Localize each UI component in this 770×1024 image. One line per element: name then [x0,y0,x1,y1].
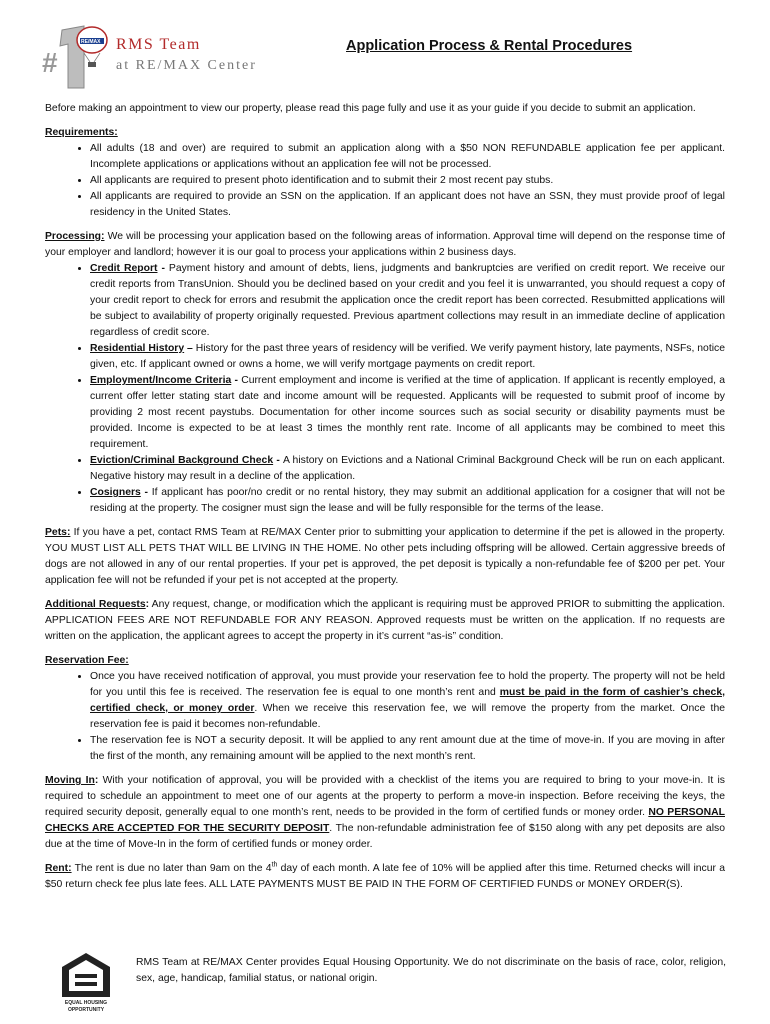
heading-colon: : [94,775,99,786]
rent-heading: Rent: [45,863,72,874]
reservation-item: • The reservation fee is NOT a security deposit. It will be applied to any rent amount due at the time of move-in. If you are moving in after the first of the month, any remaining amount will be applied to the next month’s rent. [90,733,725,765]
processing-item-cosigners [90,485,725,517]
heading-colon: : [145,599,150,610]
term-label: Residential History [90,343,185,354]
intro-paragraph: Before making an appointment to view our property, please read this page fully and use it as your guide if you decide to submit an application. [45,103,696,114]
processing-item-employment [90,373,725,453]
equal-housing-opportunity-icon [60,951,112,1013]
term-text: Current employment and income is verified at the time of application. If applicant is recently employed, a current offer letter stating start date and income amount will be requested. Applicants will be requested to submit proof of income by providing 2 most recent paystubs. Documentation for other income sources such as social security or disability payments must be provided. Income is expected to be at least 3 times the monthly rent rate. Income of all applicants may be combined to meet this requirement. [90,375,726,450]
processing-item-eviction [90,453,725,485]
moving-in-text: With your notification of approval, you will be provided with a checklist of the items you are required to bring to your move-in. It is required to schedule an appointment to meet one of our agents at the property to perform a move-in inspection. Before receiving the keys, the required security deposit, generally equal to one month’s rent, needs to be provided in the form of certified funds or money order. [45,775,726,818]
term-text: If applicant has poor/no credit or no rental history, they may submit an additional application for a cosigner that will not be residing at the property. The cosigner must sign the lease and will be fully responsible for the terms of the lease. [90,487,726,514]
page-title: Application Process & Rental Procedures [346,38,633,54]
requirement-item: • All applicants are required to provide an SSN on the application. If an applicant does not have an SSN, they must provide proof of legal residency in the United States. [90,189,725,221]
term-separator: - [140,487,152,498]
svg-text:OPPORTUNITY: OPPORTUNITY [67,1007,105,1013]
rent-text: The rent is due no later than 9am on the 4 [74,863,272,874]
remax-number-one-logo [40,22,110,92]
term-text: A history on Evictions and a National Criminal Background Check will be run on each applicant. Negative history may result in a decline of the application. [90,455,726,482]
additional-requests-text: Any request, change, or modification which the applicant is requiring must be approved PRIOR to submitting the application. APPLICATION FEES ARE NOT REFUNDABLE FOR ANY REASON. Approved requests must be written on the application. If no requests are written on the application, the applicant agrees to accept the property in it’s current “as-is” condition. [45,599,725,642]
brand-subtitle: at RE/MAX Center [116,58,257,73]
additional-requests-paragraph [45,597,725,645]
term-text: History for the past three years of residency will be verified. We verify payment history, late payments, NSFs, notice given, etc. If applicant owned or owns a home, we will verify mortgage payments on credit report. [90,343,726,370]
processing-list [45,261,725,517]
requirement-item: • All adults (18 and over) are required to submit an application along with a $50 NON REFUNDABLE application fee per applicant. Incomplete applications or applications without an application fee will not be processed. [90,141,725,173]
requirement-item: • All applicants are required to present photo identification and to submit their 2 most recent pay stubs. [90,173,725,189]
pets-text: If you have a pet, contact RMS Team at RE/MAX Center prior to submitting your application to determine if the pet is allowed in the property. YOU MUST LIST ALL PETS THAT WILL BE LIVING IN THE HOME. No other pets including offspring will be allowed. Certain aggressive breeds of dogs are not allowed in any of our rental properties. If your pet is approved, the pet deposit is typically a non-refundable fee of $200 per pet. Your application fee will not be refunded if your pet is not accepted at the property. [45,527,725,586]
no-personal-checks-emphasis: NO PERSONAL CHECKS ARE ACCEPTED FOR THE SECURITY DEPOSIT [45,807,725,834]
processing-item-credit [90,261,725,341]
svg-text:RE/MAX: RE/MAX [81,39,101,45]
term-label: Employment/Income Criteria [90,375,232,386]
term-label: Credit Report [90,263,158,274]
reservation-text: . When we receive this reservation fee, we will remove the property from the market. Once the reservation fee is paid it becomes non-refundable. [90,703,726,730]
term-separator: - [231,375,242,386]
pets-heading: Pets: [45,527,71,538]
processing-text: We will be processing your application based on the following areas of information. Approval time will depend on the response time of your employer and landlord; however it is our goal to process your applications within 2 business days. [45,231,725,258]
processing-item-residential [90,341,725,373]
reservation-text: Once you have received notification of approval, you must provide your reservation fee to hold the property. The property will not be held for you until this fee is received. The reservation fee is equal to one month’s rent and [90,671,725,698]
additional-requests-heading: Additional Requests [45,599,146,610]
processing-heading: Processing: [45,231,105,242]
processing-paragraph [45,229,725,261]
term-separator: – [184,343,196,354]
brand-name: RMS Team [116,36,201,53]
svg-text:EQUAL HOUSING: EQUAL HOUSING [64,1000,108,1006]
moving-in-text: . The non-refundable administration fee of $150 along with any pet deposits are also due at the time of Move-In in the form of certified funds or money order. [45,823,725,850]
document-body [45,101,725,901]
moving-in-paragraph [45,773,725,853]
payment-form-emphasis: must be paid in the form of cashier’s check, certified check, or money order [90,687,725,714]
svg-text:#: # [42,47,58,78]
reservation-heading: Reservation Fee: [45,655,129,666]
requirements-list [45,141,725,221]
equal-housing-statement: RMS Team at RE/MAX Center provides Equal Housing Opportunity. We do not discriminate on the basis of race, color, religion, sex, age, handicap, familial status, or national origin. [136,957,726,984]
term-separator: - [273,455,283,466]
requirements-heading: Requirements: [45,127,118,138]
reservation-item [90,669,725,733]
rent-paragraph [45,861,725,893]
term-text: Payment history and amount of debts, liens, judgments and bankruptcies are verified on credit report. We receive our credit reports from TransUnion. Should you be declined based on your credit and you feel it is unwarranted, you should request a copy of your credit report to check for errors and resubmit the application once the credit report has been corrected. Resubmitted applications will be subject to availability of property originally requested. Previous apartment collections may result in an immediate decline of application regardless of credit score. [90,263,725,338]
term-label: Eviction/Criminal Background Check [90,455,274,466]
rent-text: day of each month. A late fee of 10% will be applied after this time. Returned checks will incur a $50 return check fee plus late fees. ALL LATE PAYMENTS MUST BE PAID IN THE FORM OF CERTIFIED FUNDS or MONEY ORDER(S). [45,863,725,890]
term-separator: - [157,263,169,274]
term-label: Cosigners [90,487,141,498]
moving-in-heading: Moving In [45,775,95,786]
pets-paragraph [45,525,725,589]
reservation-list [45,669,725,765]
ordinal-suffix: th [271,861,278,869]
